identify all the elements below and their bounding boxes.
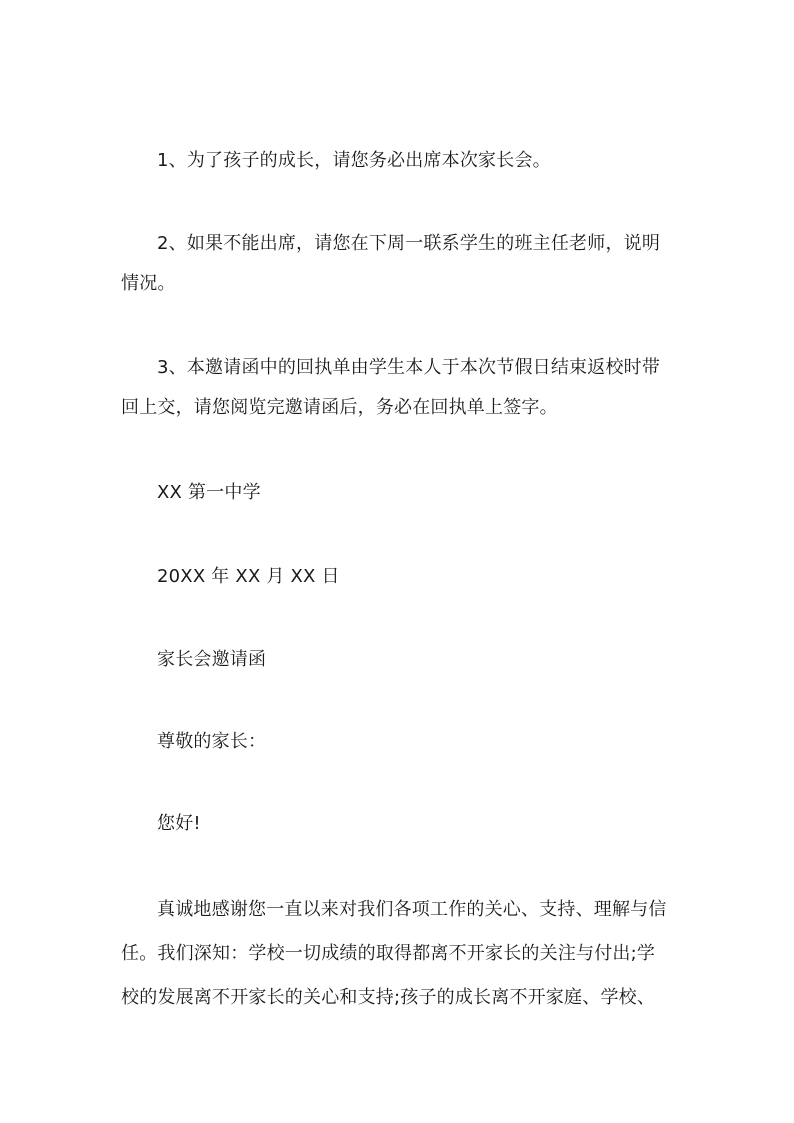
letter-title-text: 家长会邀请函: [157, 649, 267, 670]
notice-item-3-line-2: 回上交，请您阅览完邀请函后，务必在回执单上签字。: [121, 397, 558, 418]
salutation: [121, 722, 677, 762]
notice-item-2-line-1: 2、如果不能出席，请您在下周一联系学生的班主任老师，说明: [157, 233, 661, 254]
school-name: XX 第一中学: [157, 482, 261, 503]
body-line-3: 校的发展离不开家长的关心和支持;孩子的成长离不开家庭、学校、: [121, 987, 656, 1008]
date-text: 20XX 年 XX 月 XX 日: [157, 566, 340, 587]
salutation-text: 尊敬的家长：: [157, 731, 267, 752]
notice-item-1: [121, 141, 677, 181]
notice-item-1-text: 1、为了孩子的成长，请您务必出席本次家长会。: [157, 150, 551, 171]
greeting: [121, 804, 677, 844]
body-line-2: 任。我们深知：学校一切成绩的取得都离不开家长的关注与付出;学: [121, 943, 656, 964]
body-line-1: 真诚地感谢您一直以来对我们各项工作的关心、支持、理解与信: [157, 899, 667, 920]
notice-item-3-line-1: 3、本邀请函中的回执单由学生本人于本次节假日结束返校时带: [157, 357, 661, 378]
school-signature: [121, 473, 677, 513]
notice-item-3: [121, 348, 677, 428]
body-paragraph: [121, 888, 677, 1020]
greeting-text: 您好!: [157, 813, 201, 834]
signature-date: [121, 557, 677, 597]
notice-item-2: [121, 224, 677, 304]
notice-item-2-line-2: 情况。: [121, 273, 176, 294]
letter-title: [121, 640, 677, 680]
